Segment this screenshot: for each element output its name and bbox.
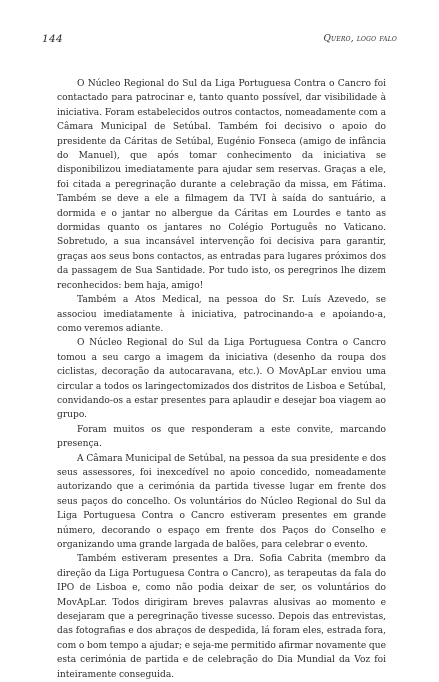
paragraph: Também estiveram presentes a Dra. Sofia Cabrita (membro da direção da Liga Portuguesa Contra o Cancro), as terapeutas da fala do IPO de Lisboa e, como não podia deixar de ser, os voluntários do MovApLar. Todos dirigiram breves palavras alusivas ao momento e desejaram que a peregrinação tivesse sucesso. Depois das entrevistas, das fotografias e dos abraços de despedida, lá foram eles, estrada fora, com o bom tempo a ajudar; e seja-me permitido afirmar novamente que esta cerimónia de partida e de celebração do Dia Mundial da Voz foi inteiramente conseguida. bbox=[57, 554, 386, 680]
paragraph: A Câmara Municipal de Setúbal, na pessoa da sua presidente e dos seus assessores, foi inexcedível no apoio concedido, nomeadamente autorizando que a cerimónia da partida tivesse lugar em frente dos seus paços do concelho. Os voluntários do Núcleo Regional do Sul da Liga Portuguesa Contra o Cancro estiveram presentes em grande número, decorando o espaço em frente dos Paços do Conselho e organizando uma grande largada de balões, para celebrar o evento. bbox=[57, 453, 386, 550]
running-title: Quero, logo falo bbox=[323, 34, 397, 44]
body-text bbox=[57, 77, 386, 682]
paragraph: Foram muitos os que responderam a este convite, marcando presença. bbox=[57, 424, 386, 450]
page-header bbox=[42, 33, 397, 47]
page-number: 144 bbox=[42, 33, 63, 45]
paragraph: O Núcleo Regional do Sul da Liga Portuguesa Contra o Cancro foi contactado para patrocinar e, tanto quanto possível, dar visibilidade à iniciativa. Foram estabelecidos outros contactos, nomeadamente com a Câmara Municipal de Setúbal. Também foi decisivo o apoio do presidente da Cáritas de Setúbal, Eugénio Fonseca (amigo de infância do Manuel), que após tomar conhecimento da iniciativa se disponibilizou imediatamente para ajudar sem reservas. Graças a ele, foi citada a peregrinação durante a celebração da missa, em Fátima. Também se deve a ele a filmagem da TVI à saída do santuário, a dormida e o jantar no albergue da Cáritas em Lourdes e tanto as dormidas quanto os jantares no Colégio Português no Vaticano. Sobretudo, a sua incansável intervenção foi decisiva para garantir, graças aos seus bons contactos, as entradas para lugares próximos dos da passagem de Sua Santidade. Por tudo isto, os peregrinos lhe dizem reconhecidos: bem haja, amigo! bbox=[57, 79, 386, 291]
paragraph: O Núcleo Regional do Sul da Liga Portuguesa Contra o Cancro tomou a seu cargo a imagem da iniciativa (desenho da roupa dos ciclistas, decoração da autocaravana, etc.). O MovApLar enviou uma circular a todos os laringectomizados dos distritos de Lisboa e Setúbal, convidando-os a estar presentes para aplaudir e desejar boa viagem ao grupo. bbox=[57, 338, 386, 421]
paragraph: Também a Atos Medical, na pessoa do Sr. Luís Azevedo, se associou imediatamente à iniciativa, patrocinando-a e apoiando-a, como veremos adiante. bbox=[57, 295, 386, 334]
